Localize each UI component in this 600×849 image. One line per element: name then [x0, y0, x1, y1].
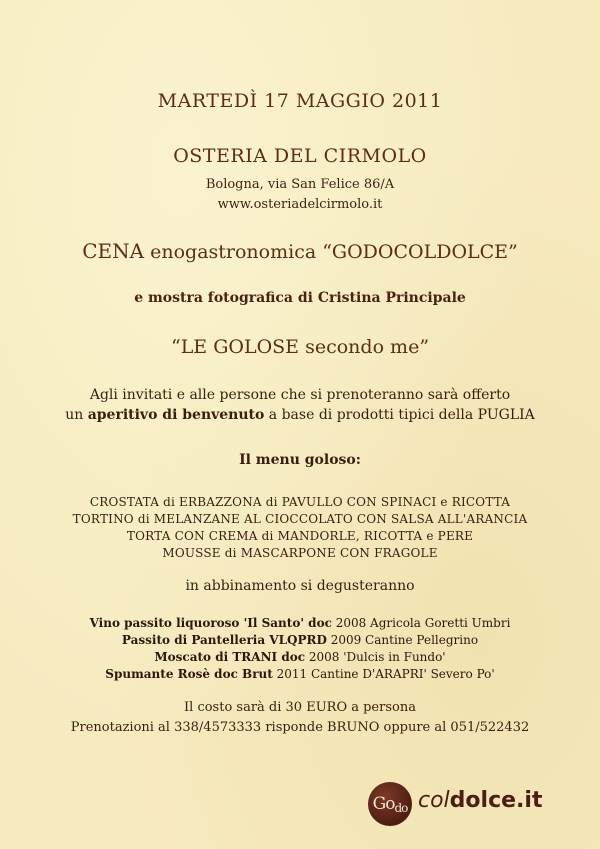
wine-details: 2011 Cantine D'ARAPRI' Severo Po'	[272, 667, 495, 681]
wine-details: 2008 Agricola Goretti Umbri	[331, 616, 511, 630]
menu-dish: TORTA CON CREMA di MANDORLE, RICOTTA e PERE	[126, 529, 474, 543]
menu-dish: MOUSSE di MASCARPONE CON FRAGOLE	[162, 546, 438, 560]
wine-details: 2009 Cantine Pellegrino	[326, 633, 479, 647]
invite-line-2	[0, 407, 600, 423]
exhibition-title-caps: LE GOLOSE	[180, 336, 300, 358]
venue-address: Bologna, via San Felice 86/A	[205, 177, 395, 192]
event-date: MARTEDÌ 17 MAGGIO 2011	[157, 90, 443, 112]
exhibition-title	[0, 336, 600, 358]
event-title-prefix: CENA	[82, 239, 145, 263]
price-line: Il costo sarà di 30 EURO a persona	[184, 700, 416, 715]
wine-details: 2008 'Dulcis in Fundo'	[305, 650, 446, 664]
event-title-rest: enogastronomica “GODOCOLDOLCE”	[144, 241, 518, 263]
exhibition-title-open-quote: “	[170, 336, 181, 358]
menu-dish: CROSTATA di ERBAZZONA di PAVULLO CON SPINACI e RICOTTA	[89, 495, 511, 509]
exhibition-line: e mostra fotografica di Cristina Principale	[134, 290, 466, 306]
invite-line-2-start: un	[65, 407, 88, 423]
invite-aperitivo: aperitivo di benvenuto	[87, 407, 265, 423]
invite-line-1: Agli invitati e alle persone che si prenoteranno sarà offerto	[89, 387, 511, 403]
logo-wordmark	[418, 788, 542, 813]
pairing-intro: in abbinamento si degusteranno	[185, 578, 415, 594]
logo-badge-icon	[368, 782, 412, 826]
venue-name: OSTERIA DEL CIRMOLO	[173, 145, 427, 167]
venue-website: www.osteriadelcirmolo.it	[217, 197, 383, 212]
wine-name: Moscato di TRANI doc	[154, 650, 306, 664]
exhibition-title-rest: secondo me”	[299, 336, 430, 358]
wine-name: Spumante Rosè doc Brut	[105, 667, 273, 681]
menu-dish: TORTINO di MELANZANE AL CIOCCOLATO CON SALSA ALL'ARANCIA	[72, 512, 528, 526]
wine-item	[0, 667, 600, 681]
booking-line: Prenotazioni al 338/4573333 risponde BRUNO oppure al 051/522432	[70, 720, 530, 735]
logo-word-dolce: dolce	[449, 788, 517, 813]
invite-line-2-end: a base di prodotti tipici della PUGLIA	[264, 407, 535, 423]
wine-item	[0, 650, 600, 664]
wine-name: Vino passito liquoroso 'Il Santo' doc	[89, 616, 332, 630]
godocoldolce-logo	[368, 782, 568, 828]
logo-badge-sub: do	[394, 801, 408, 815]
wine-name: Passito di Pantelleria VLQPRD	[121, 633, 327, 647]
logo-word-it: .it	[516, 788, 543, 813]
menu-title: Il menu goloso:	[239, 452, 361, 468]
wine-item	[0, 633, 600, 647]
event-title	[0, 239, 600, 263]
logo-badge-main: Go	[372, 794, 395, 814]
wine-item	[0, 616, 600, 630]
logo-word-col: col	[418, 788, 450, 813]
